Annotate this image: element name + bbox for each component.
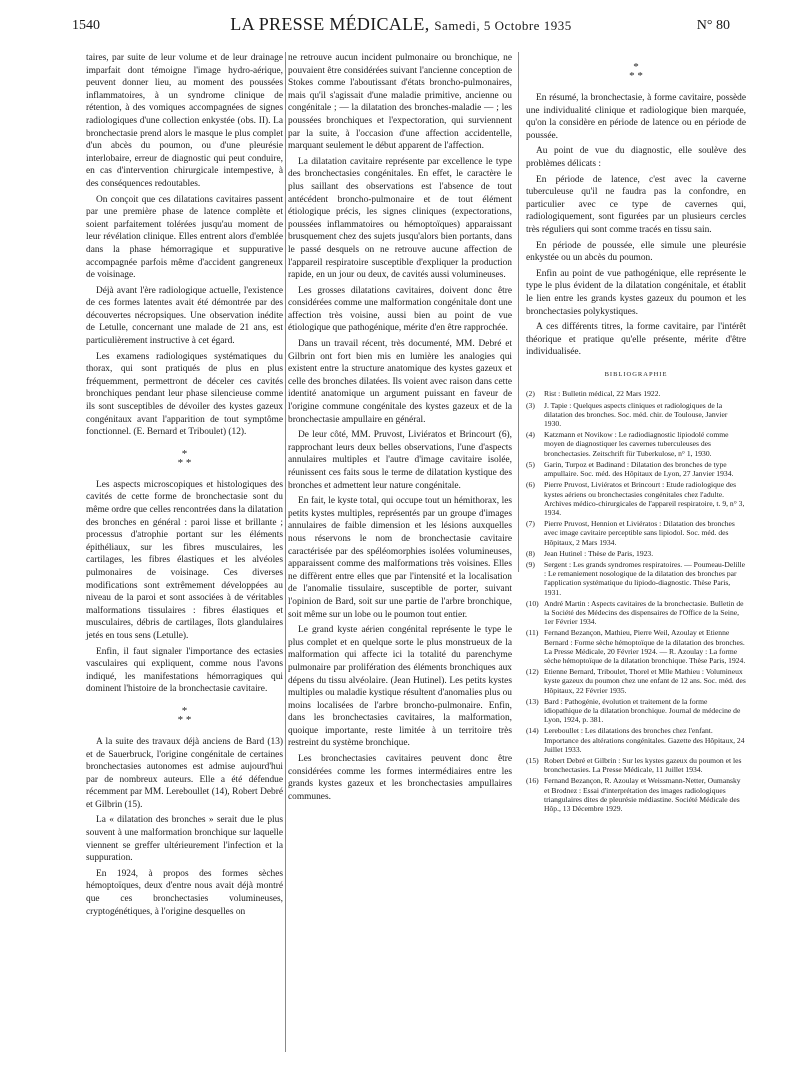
reference-number: (16) [526, 776, 539, 786]
reference-text: Garin, Turpoz et Badinand : Dilatation des bronches de type ampullaire. Soc. méd. des Hôpitaux de Lyon, 27 Janvier 1934. [544, 459, 734, 479]
section-separator [86, 447, 283, 469]
paragraph: Dans un travail récent, très documenté, MM. Debré et Gilbrin ont fort bien mis en lumière les analogies qui existent entre la structure anatomique des kystes gazeux et celle des bronches dilatées. Ils voient avec raison dans cette identité anatomique un argument puissant en faveur de l'origine commune congénitale des kystes gazeux et de la bronchectasie ampullaire en général. [288, 339, 512, 425]
paragraph: La dilatation cavitaire représente par excellence le type des bronchectasies congénitales. En effet, le caractère le plus saillant des observations est l'absence de tout antécédent broncho-pulmonaire et de tout élément étiologique précis, les signes cliniques (expectorations, poussées inflammatoires ou hémoptoïques) apparaissant brusquement chez des sujets jusqu'alors bien portants, dans le passé desquels on ne retrouve aucune affection de l'appareil respiratoire susceptible d'expliquer la production rapide, en un jour ou deux, de cavités aussi volumineuses. [288, 156, 512, 281]
reference-number: (7) [526, 519, 535, 529]
bibliography-list [526, 389, 746, 813]
reference-text: Bard : Pathogénie, évolution et traitement de la forme idiopathique de la dilatation bronchique. Journal de médecine de Lyon, 1924, p. 381. [544, 696, 741, 725]
paragraph: On conçoit que ces dilatations cavitaires passent par une première phase de latence complète et soient parfaitement tolérées jusqu'au moment de leur révélation clinique. Elles entrent alors d'emblée dans la phase hémorragique et suppurative accompagnée parfois même d'accident gangreneux de voisinage. [86, 194, 283, 281]
page-number: 1540 [72, 18, 100, 33]
section-separator [86, 704, 283, 726]
paragraph: En fait, le kyste total, qui occupe tout un hémithorax, les petits kystes multiples, représentés par un groupe d'images annulaires de faible dimension et les lésions auxquelles nous réservons le nom de bronchectasie cavitaire caractérisée par des spéléomorphies isolées volumineuses, apparaissent comme des malformations très voisines. Elles ne diffèrent entre elles que par l'intensité et la localisation de l'anomalie tissulaire, susceptible de porter, suivant l'opinion de Bard, soit sur une partie de l'arbre bronchique, soit même sur un lobe ou le poumon tout entier. [288, 496, 512, 620]
reference-item [526, 667, 746, 695]
reference-text: J. Tapie : Quelques aspects cliniques et radiologiques de la dilatation des bronches. Soc. méd. chir. de Toulouse, Janvier 1930. [544, 400, 728, 429]
paragraph: Les grosses dilatations cavitaires, doivent donc être considérées comme une malformation congénitale dont une affection très voisine, aussi bien au point de vue étiologique que pathogénique, mérite d'en être rapprochée. [288, 285, 512, 334]
paragraph: La « dilatation des bronches » serait due le plus souvent à une malformation bronchique sur laquelle viennent se greffer ultérieurement l'infection et la suppuration. [86, 815, 283, 864]
paragraph: De leur côté, MM. Pruvost, Liviératos et Brincourt (6), rapprochant leurs deux belles observations, l'une d'aspects annulaires multiples et l'autre d'image cavitaire isolée, réunissent ces faits sous le terme de dilatation kystique des bronches et admettent leur nature congénitale. [288, 430, 512, 491]
asterism-top: * [181, 704, 188, 717]
reference-text: Etienne Bernard, Triboulet, Thorel et Mlle Mathieu : Volumineux kyste gazeux du poumon chez une enfant de 12 ans. Soc. méd. des Hôpitaux, 22 Février 1935. [544, 667, 746, 695]
paragraph: Déjà avant l'ère radiologique actuelle, l'existence de ces formes latentes avait été démontrée par des découvertes nécropsiques. Une observation inédite de Letulle, concernant une malade de 21 ans, est particulièrement instructive à cet égard. [86, 285, 283, 347]
reference-text: Lereboullet : Les dilatations des bronches chez l'enfant. Importance des altérations congénitales. Gazette des Hôpitaux, 24 Juillet 1933. [544, 726, 745, 754]
reference-item [526, 756, 746, 774]
paragraph: En 1924, à propos des formes sèches hémoptoïques, deux d'entre nous avait déjà montré que ces bronchectasies volumineuses, cryptogénétiques, à l'origine desquelles on [86, 868, 283, 917]
reference-item [526, 697, 746, 725]
paragraph: Les bronchectasies cavitaires peuvent donc être considérées comme les formes intermédiaires entre les grands kystes gazeux et les bronchectasies ampullaires communes. [288, 754, 512, 802]
reference-text: Rist : Bulletin médical, 22 Mars 1922. [544, 389, 661, 399]
reference-number: (6) [526, 480, 535, 490]
reference-text: Jean Hutinel : Thèse de Paris, 1923. [544, 548, 654, 558]
asterism-bottom: * * [629, 70, 643, 82]
reference-item [526, 430, 746, 458]
column-middle [288, 52, 512, 803]
paragraph: Le grand kyste aérien congénital représente le type le plus complet et en quelque sorte le plus monstrueux de la malformation qui affecte ici la totalité du parenchyme pulmonaire par prolifération des éléments bronchiques aux dépens du tissu alvéolaire. (Jean Hutinel). Les petits kystes multiples ou maladie kystique résultent d'anomalies plus ou moins localisées de l'arbre broncho-pulmonaire. Enfin, dans les bronchectasies cavitaires, la malformation, quoique importante, reste limitée à un territoire très restreint du système bronchique. [288, 625, 512, 749]
reference-number: (4) [526, 430, 535, 440]
reference-number: (2) [526, 389, 535, 399]
reference-number: (13) [526, 696, 539, 706]
reference-text: Katzmann et Novikow : Le radiodiagnostic lipiodolé comme moyen de diagnostiquer les cavernes tuberculeuses des bronchectasies. Zeitschrift für Tuberkulose, n° 1, 1930. [544, 430, 729, 458]
column-rule-right [518, 52, 519, 572]
running-title [72, 14, 730, 35]
section-separator [526, 63, 746, 81]
paragraph: A ces différents titres, la forme cavitaire, par l'intérêt théorique et pratique qu'elle présente, mérite d'être individualisée. [526, 322, 746, 358]
paragraph: Enfin, il faut signaler l'importance des ectasies vasculaires qui expliquent, comme nous l'avons indiqué, les manifestations hémorragiques qui dominent l'histoire de la bronchectasie cavitaire. [86, 646, 283, 695]
asterism-bottom: * * [177, 713, 192, 726]
reference-text: Sergent : Les grands syndromes respiratoires. — Poumeau-Delille : Le remaniement nosologique de la dilatation des bronches par l'application systématique du lipiodo-diagnostic. Thèse Paris, 1931. [544, 559, 746, 597]
reference-text: Pierre Pruvost, Hennion et Liviératos : Dilatation des bronches avec image cavitaire perceptible sans lipiodol. Soc. méd. des Hôpitaux, 2 Mars 1934. [544, 519, 735, 547]
paragraph: Les examens radiologiques systématiques du thorax, qui sont pratiqués de plus en plus fréquemment, permettront de déceler ces cavités bronchiques pendant leur phase silencieuse comme ils sont susceptibles de dévoiler des kystes gazeux congénitaux avant l'apparition de tout symptôme fonctionnel. (E. Bernard et Triboulet) (12). [86, 351, 283, 438]
reference-item [526, 480, 746, 517]
reference-number: (11) [526, 628, 539, 638]
issue-number: N° 80 [696, 18, 730, 33]
reference-number: (8) [526, 548, 535, 558]
paragraph: A la suite des travaux déjà anciens de Bard (13) et de Sauerbruck, l'origine congénitale de certaines bronchectasies autonomes est admise aujourd'hui par de nombreux auteurs. Elle a été défendue récemment par MM. Lereboullet (14), Robert Debré et Gilbrin (15). [86, 736, 283, 810]
reference-item [526, 599, 746, 627]
paragraph: En période de poussée, elle simule une pleurésie enkystée ou un abcès du poumon. [526, 240, 746, 264]
reference-text: Fernand Bezançon, R. Azoulay et Weissmann-Netter, Oumansky et Brodnez : Essai d'interprétation des images radiologiques triangulaires dites de pleurésie médiastine. Société Médicale des Hôp., 13 Décembre 1929. [544, 776, 741, 813]
paragraph: En résumé, la bronchectasie, à forme cavitaire, possède une individualité clinique et radiologique bien marquée, qu'on la considère en période de latence ou en période de poussée. [526, 93, 746, 141]
column-right [526, 52, 746, 815]
reference-item [526, 460, 746, 478]
reference-item [526, 776, 746, 813]
reference-item [526, 519, 746, 547]
reference-number: (14) [526, 726, 539, 736]
reference-number: (10) [526, 598, 539, 608]
reference-item [526, 549, 746, 558]
page-header [72, 14, 730, 38]
reference-item [526, 726, 746, 754]
asterism-top: * [633, 61, 639, 73]
issue-date: Samedi, 5 Octobre 1935 [434, 18, 572, 33]
asterism-bottom: * * [177, 456, 192, 469]
reference-number: (3) [526, 400, 535, 410]
reference-text: Pierre Pruvost, Liviératos et Brincourt : Etude radiologique des kystes aériens ou bronchectasies congénitales chez l'adulte. Archives médico-chirurgicales de l'appareil respiratoire, t. 9, n° 3, 1934. [544, 480, 745, 517]
reference-number: (12) [526, 667, 539, 677]
reference-item [526, 401, 746, 429]
reference-item [526, 628, 746, 665]
journal-name: LA PRESSE MÉDICALE, [230, 14, 430, 34]
reference-number: (9) [526, 559, 535, 569]
reference-text: Robert Debré et Gilbrin : Sur les kystes gazeux du poumon et les bronchectasies. La Presse Médicale, 11 Juillet 1934. [544, 755, 742, 775]
asterism-top: * [181, 447, 188, 460]
reference-text: André Martin : Aspects cavitaires de la bronchectasie. Bulletin de la Société des Médecins des dispensaires de l'Office de la Seine, 1er Février 1934. [544, 598, 744, 627]
paragraph: Les aspects microscopiques et histologiques des cavités de cette forme de bronchectasie sont du même ordre que celles rencontrées dans la dilatation des bronches en général : paroi lisse et brillante ; processus d'atrophie portant sur les éléments épithéliaux, sur les fibres musculaires, les cartilages, les fibres élastiques et les alvéoles pulmonaires de voisinage. Ces diverses modifications sont extrêmement développées au niveau de la paroi et sont associées à de véritables malformations tissulaires : fibres élastiques et musculaires, débris de cartilages, îlots glandulaires jetés en tous sens (Letulle). [86, 479, 283, 641]
reference-text: Fernand Bezançon, Mathieu, Pierre Weil, Azoulay et Etienne Bernard : Forme sèche hémoptoïque de la dilatation des bronches. La Presse Médicale, 20 Février 1924. — R. Azoulay : La forme sèche hémoptoïque de la dilatation bronchique. Thèse Paris, 1924. [544, 628, 746, 665]
column-rule-left [285, 52, 286, 1052]
paragraph: En période de latence, c'est avec la caverne tuberculeuse qu'il ne faudra pas la confondre, en particulier avec ce type de cavernes qui, radiologiquement, sont figurées par un plusieurs cercles très réguliers qui sont comme tracés en tissu sain. [526, 174, 746, 235]
reference-number: (5) [526, 459, 535, 469]
paragraph: ne retrouve aucun incident pulmonaire ou bronchique, ne pouvaient être considérées suivant l'ancienne conception de Stokes comme l'aboutissant d'états broncho-pulmonaires, mais qu'il s'agissait d'une maladie primitive, ancienne ou congénitale ; — la dilatation des bronches-maladie — ; les poussées bronchiques et l'expectoration, qui surviennent par la suite, à l'occasion d'une affection accidentelle, marquant seulement le début apparent de l'affection. [288, 53, 512, 152]
paragraph: Au point de vue du diagnostic, elle soulève des problèmes délicats : [526, 146, 746, 169]
paragraph: taires, par suite de leur volume et de leur drainage imparfait dont témoigne l'image hydro-aérique, peuvent donner lieu, au moment des poussées inflammatoires, à un syndrome clinique de rétention, à des vomiques accompagnées de signes radiologiques d'une collection enkystée (obs. II). La bronchectasie prend alors le masque le plus complet d'un abcès du poumon, ou d'une pleurésie interlobaire, erreur de diagnostic qui peut conduire, en cas d'intervention chirurgicale intempestive, à des conséquences redoutables. [86, 53, 283, 189]
reference-item [526, 560, 746, 597]
bibliography-heading: BIBLIOGRAPHIE [604, 370, 668, 378]
column-left [86, 52, 283, 918]
paragraph: Enfin au point de vue pathogénique, elle représente le type le plus évident de la dilatation congénitale, et établit le lien entre les grands kystes gazeux du poumon et les bronchectasies polykystiques. [526, 268, 746, 317]
reference-number: (15) [526, 755, 539, 765]
reference-item [526, 389, 746, 398]
